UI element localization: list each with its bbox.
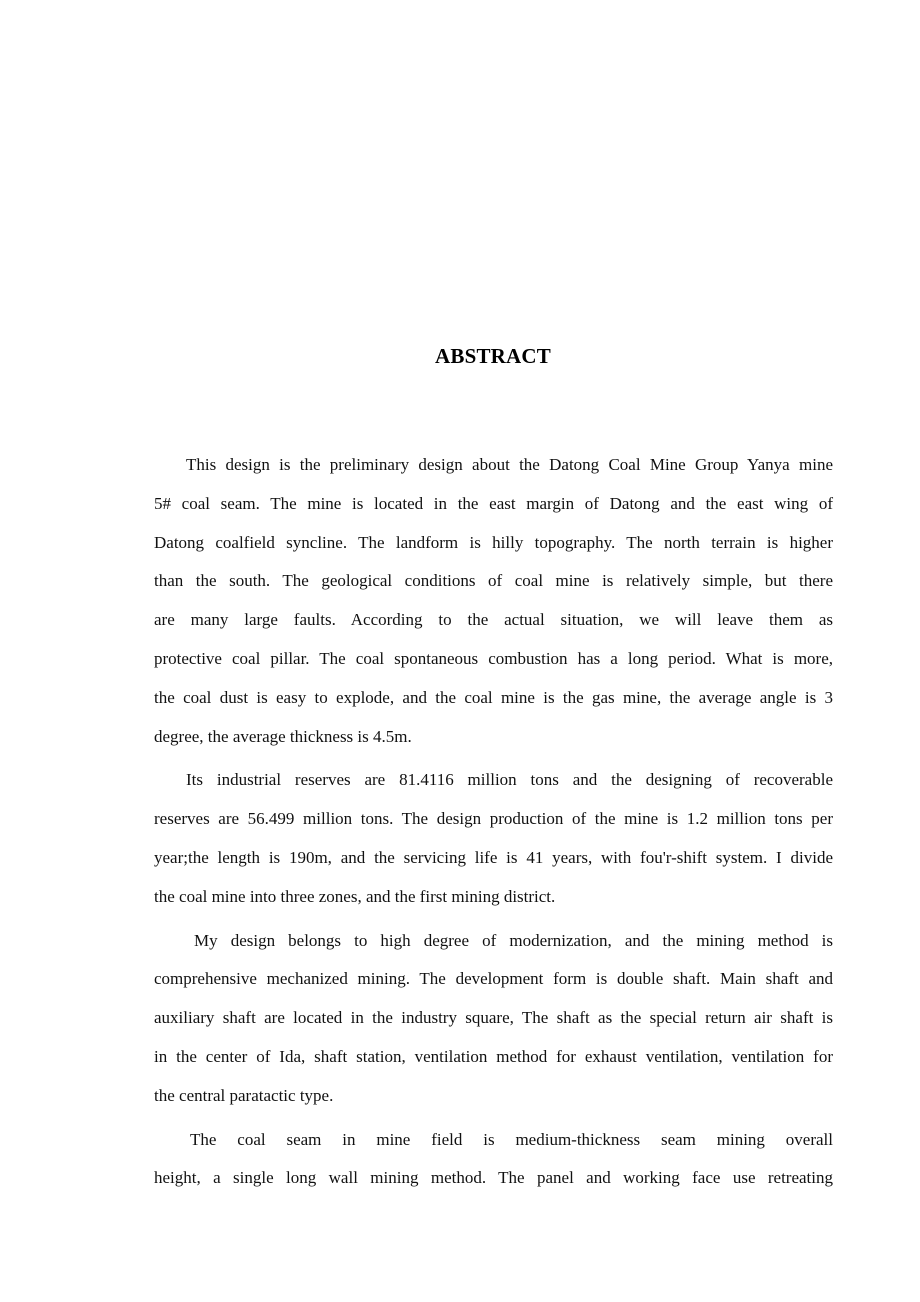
paragraph-line: year;the length is 190m, and the servicing life is 41 years, with fou'r-shift system. I divide — [154, 847, 833, 867]
abstract-body — [154, 446, 833, 1203]
paragraph-line: degree, the average thickness is 4.5m. — [154, 726, 412, 746]
paragraph-line: height, a single long wall mining method. The panel and working face use retreating — [154, 1168, 833, 1188]
paragraph-line: auxiliary shaft are located in the industry square, The shaft as the special return air shaft is — [154, 1008, 833, 1028]
paragraph-line: the coal dust is easy to explode, and the coal mine is the gas mine, the average angle is 3 — [154, 687, 833, 707]
paragraph-line: This design is the preliminary design about the Datong Coal Mine Group Yanya mine — [186, 455, 833, 474]
paragraph-line: reserves are 56.499 million tons. The design production of the mine is 1.2 million tons per — [154, 809, 833, 829]
paragraph-line: My design belongs to high degree of modernization, and the mining method is — [194, 930, 833, 950]
paragraph-line: are many large faults. According to the actual situation, we will leave them as — [154, 610, 833, 630]
paragraph-line: Datong coalfield syncline. The landform is hilly topography. The north terrain is higher — [154, 532, 833, 552]
paragraph-line: than the south. The geological conditions of coal mine is relatively simple, but there — [154, 571, 833, 591]
paragraph-1 — [154, 446, 833, 756]
paragraph-3 — [154, 922, 833, 1116]
paragraph-line: Its industrial reserves are 81.4116 million tons and the designing of recoverable — [186, 770, 833, 790]
paragraph-2 — [154, 761, 833, 916]
paragraph-line: the coal mine into three zones, and the first mining district. — [154, 886, 556, 906]
paragraph-line: the central paratactic type. — [154, 1085, 334, 1105]
paragraph-4 — [154, 1121, 833, 1199]
abstract-title: ABSTRACT — [435, 344, 551, 368]
paragraph-line: in the center of Ida, shaft station, ventilation method for exhaust ventilation, ventilation for — [154, 1046, 833, 1066]
paragraph-line: 5# coal seam. The mine is located in the east margin of Datong and the east wing of — [154, 493, 833, 513]
paragraph-line: comprehensive mechanized mining. The development form is double shaft. Main shaft and — [154, 969, 833, 989]
paragraph-line: protective coal pillar. The coal spontaneous combustion has a long period. What is more, — [154, 648, 833, 668]
paragraph-line: The coal seam in mine field is medium-thickness seam mining overall — [190, 1129, 833, 1149]
